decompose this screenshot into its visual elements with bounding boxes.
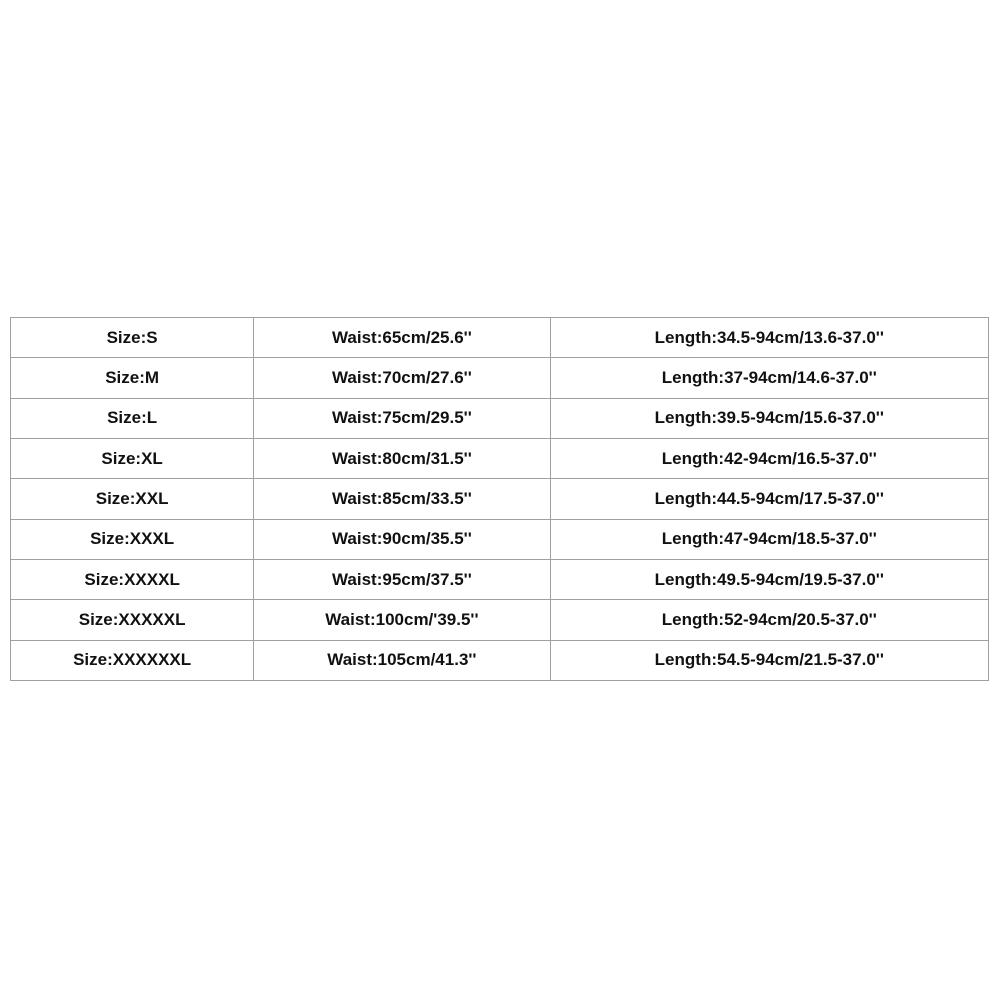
length-cell: Length:52-94cm/20.5-37.0'': [550, 600, 988, 640]
waist-cell: Waist:70cm/27.6'': [254, 358, 550, 398]
waist-cell: Waist:65cm/25.6'': [254, 318, 550, 358]
waist-cell: Waist:75cm/29.5'': [254, 398, 550, 438]
size-cell: Size:XXXXL: [11, 559, 254, 599]
length-cell: Length:44.5-94cm/17.5-37.0'': [550, 479, 988, 519]
length-cell: Length:47-94cm/18.5-37.0'': [550, 519, 988, 559]
length-cell: Length:42-94cm/16.5-37.0'': [550, 438, 988, 478]
size-cell: Size:XXXXXXL: [11, 640, 254, 680]
table-row: [11, 600, 989, 640]
waist-cell: Waist:85cm/33.5'': [254, 479, 550, 519]
table-row: [11, 438, 989, 478]
waist-cell: Waist:105cm/41.3'': [254, 640, 550, 680]
size-cell: Size:XXXXXL: [11, 600, 254, 640]
size-cell: Size:L: [11, 398, 254, 438]
size-chart-table: [10, 317, 989, 681]
table-row: [11, 640, 989, 680]
length-cell: Length:49.5-94cm/19.5-37.0'': [550, 559, 988, 599]
length-cell: Length:39.5-94cm/15.6-37.0'': [550, 398, 988, 438]
waist-cell: Waist:90cm/35.5'': [254, 519, 550, 559]
waist-cell: Waist:100cm/'39.5'': [254, 600, 550, 640]
table-row: [11, 398, 989, 438]
table-row: [11, 318, 989, 358]
table-row: [11, 559, 989, 599]
length-cell: Length:54.5-94cm/21.5-37.0'': [550, 640, 988, 680]
size-cell: Size:M: [11, 358, 254, 398]
waist-cell: Waist:80cm/31.5'': [254, 438, 550, 478]
waist-cell: Waist:95cm/37.5'': [254, 559, 550, 599]
size-cell: Size:XXXL: [11, 519, 254, 559]
size-cell: Size:S: [11, 318, 254, 358]
length-cell: Length:34.5-94cm/13.6-37.0'': [550, 318, 988, 358]
table-row: [11, 479, 989, 519]
table-row: [11, 519, 989, 559]
length-cell: Length:37-94cm/14.6-37.0'': [550, 358, 988, 398]
table-row: [11, 358, 989, 398]
size-cell: Size:XL: [11, 438, 254, 478]
size-cell: Size:XXL: [11, 479, 254, 519]
